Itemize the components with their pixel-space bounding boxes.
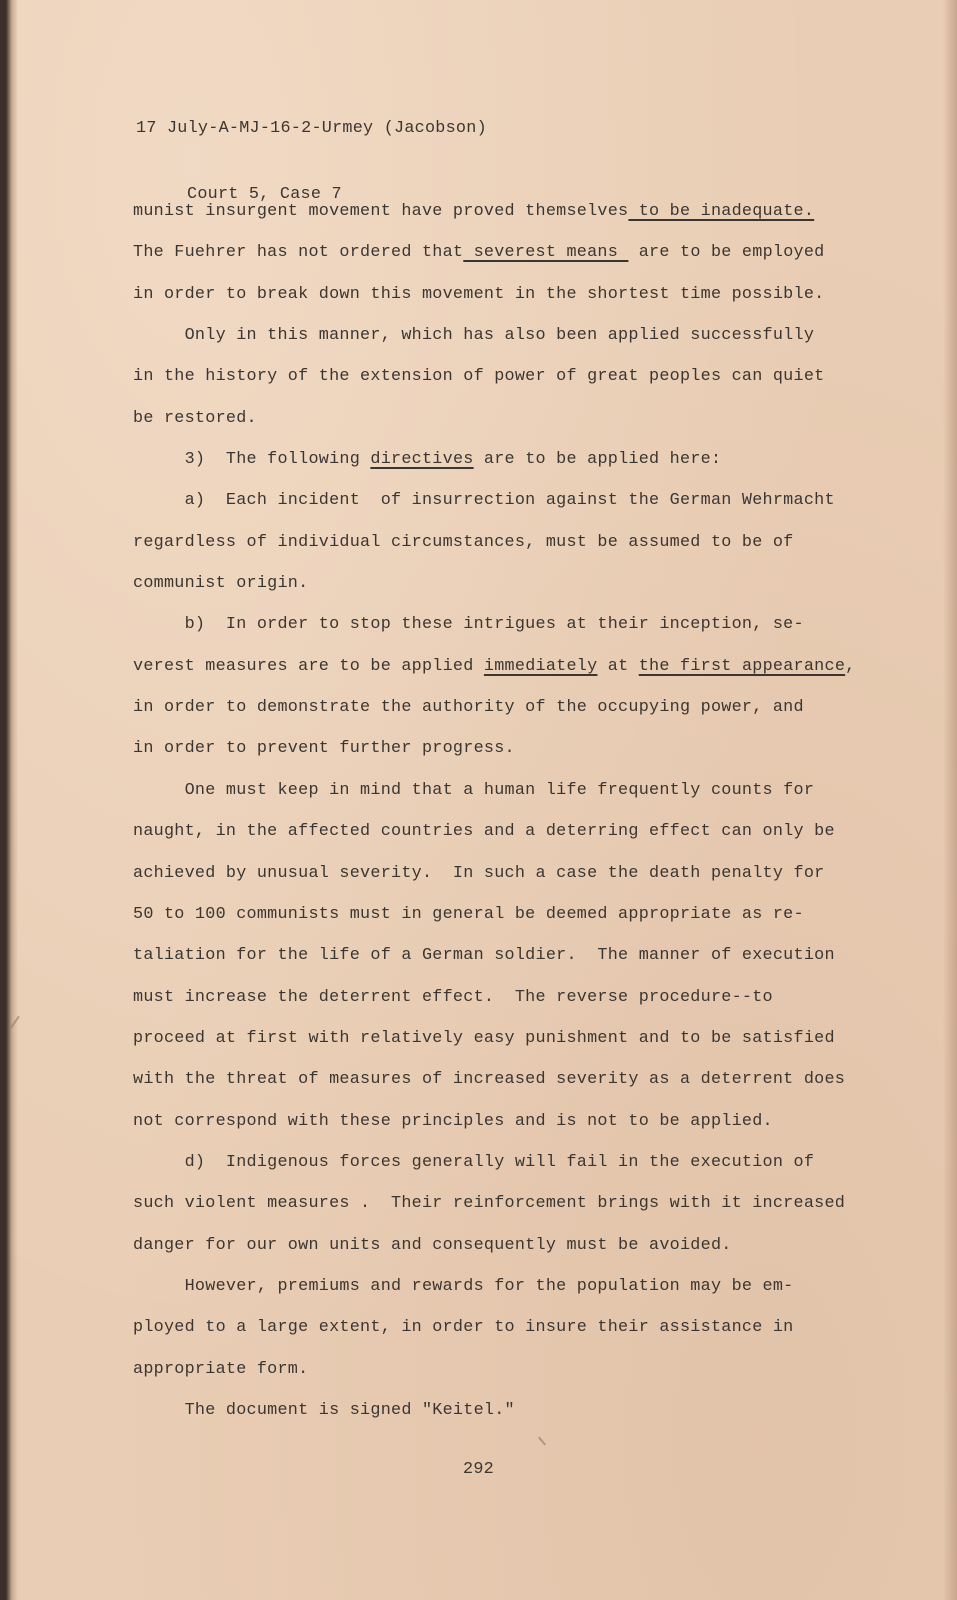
- text-segment: ployed to a large extent, in order to insure their assistance in: [133, 1318, 794, 1338]
- text-segment: a) Each incident of insurrection against the German Wehrmacht: [133, 491, 835, 511]
- text-line: [133, 199, 855, 240]
- text-segment: The document is signed "Keitel.": [133, 1400, 515, 1420]
- text-segment: in order to demonstrate the authority of the occupying power, and: [133, 698, 804, 718]
- text-segment: in order to prevent further progress.: [133, 739, 515, 759]
- text-segment: proceed at first with relatively easy punishment and to be satisfied: [133, 1028, 835, 1048]
- page-number: 292: [463, 1460, 494, 1479]
- text-segment: One must keep in mind that a human life frequently counts for: [133, 780, 815, 800]
- underlined-text: severest means: [463, 243, 629, 263]
- text-segment: at: [597, 656, 639, 676]
- page-edge-right: [943, 0, 957, 1600]
- underlined-text: directives: [370, 450, 474, 470]
- text-segment: must increase the deterrent effect. The reverse procedure--to: [133, 987, 773, 1007]
- text-segment: taliation for the life of a German soldier. The manner of execution: [133, 946, 835, 966]
- text-line: [133, 1398, 855, 1439]
- underlined-text: to be inadequate.: [628, 202, 815, 221]
- text-line: [133, 654, 855, 695]
- text-segment: munist insurgent movement have proved themselves: [133, 202, 629, 221]
- header-line-1: 17 July-A-MJ-16-2-Urmey (Jacobson): [136, 119, 487, 138]
- text-segment: d) Indigenous forces generally will fail in the execution of: [133, 1152, 815, 1172]
- text-line: [133, 778, 855, 819]
- text-line: [133, 1315, 855, 1356]
- text-segment: naught, in the affected countries and a deterring effect can only be: [133, 822, 835, 842]
- text-segment: appropriate form.: [133, 1359, 309, 1379]
- underlined-text: the first appearance: [638, 656, 846, 676]
- text-line: [133, 323, 855, 364]
- text-line: [133, 943, 855, 984]
- text-segment: in the history of the extension of power of great peoples can quiet: [133, 367, 825, 387]
- text-line: [133, 447, 855, 488]
- text-segment: danger for our own units and consequently must be avoided.: [133, 1235, 732, 1255]
- text-line: [133, 488, 855, 529]
- text-line: [133, 1357, 855, 1398]
- text-segment: However, premiums and rewards for the population may be em-: [133, 1276, 794, 1296]
- text-segment: 3) The following: [133, 450, 371, 470]
- text-segment: communist origin.: [133, 574, 309, 594]
- text-line: [133, 1067, 855, 1108]
- underlined-text: immediately: [483, 656, 598, 676]
- text-line: [133, 902, 855, 943]
- document-body: [133, 199, 855, 1439]
- text-segment: not correspond with these principles and is not to be applied.: [133, 1111, 773, 1131]
- text-segment: with the threat of measures of increased severity as a deterrent does: [133, 1070, 846, 1090]
- text-segment: be restored.: [133, 408, 257, 428]
- text-segment: verest measures are to be applied: [133, 656, 484, 676]
- text-line: [133, 571, 855, 612]
- text-segment: achieved by unusual severity. In such a case the death penalty for: [133, 863, 825, 883]
- text-line: [133, 819, 855, 860]
- text-segment: regardless of individual circumstances, must be assumed to be of: [133, 532, 794, 552]
- text-segment: are to be employed: [628, 243, 825, 263]
- text-segment: are to be applied here:: [473, 450, 722, 470]
- text-line: [133, 364, 855, 405]
- text-segment: The Fuehrer has not ordered that: [133, 243, 464, 263]
- text-line: [133, 985, 855, 1026]
- text-segment: ,: [845, 656, 856, 676]
- text-line: [133, 530, 855, 571]
- header-line-2: Court 5, Case 7: [187, 185, 342, 204]
- text-segment: in order to break down this movement in the shortest time possible.: [133, 284, 825, 304]
- text-line: [133, 695, 855, 736]
- text-line: [133, 1233, 855, 1274]
- text-line: [133, 861, 855, 902]
- text-line: [133, 406, 855, 447]
- text-line: [133, 1026, 855, 1067]
- text-segment: b) In order to stop these intrigues at their inception, se-: [133, 615, 804, 635]
- text-segment: 50 to 100 communists must in general be deemed appropriate as re-: [133, 904, 804, 924]
- text-line: [133, 1150, 855, 1191]
- text-line: [133, 1109, 855, 1150]
- text-line: [133, 282, 855, 323]
- text-line: [133, 240, 855, 281]
- text-segment: Only in this manner, which has also been applied successfully: [133, 326, 815, 346]
- text-line: [133, 612, 855, 653]
- page-edge-left: [0, 0, 18, 1600]
- text-line: [133, 1274, 855, 1315]
- text-segment: such violent measures . Their reinforcement brings with it increased: [133, 1194, 846, 1214]
- text-line: [133, 1191, 855, 1232]
- text-line: [133, 736, 855, 777]
